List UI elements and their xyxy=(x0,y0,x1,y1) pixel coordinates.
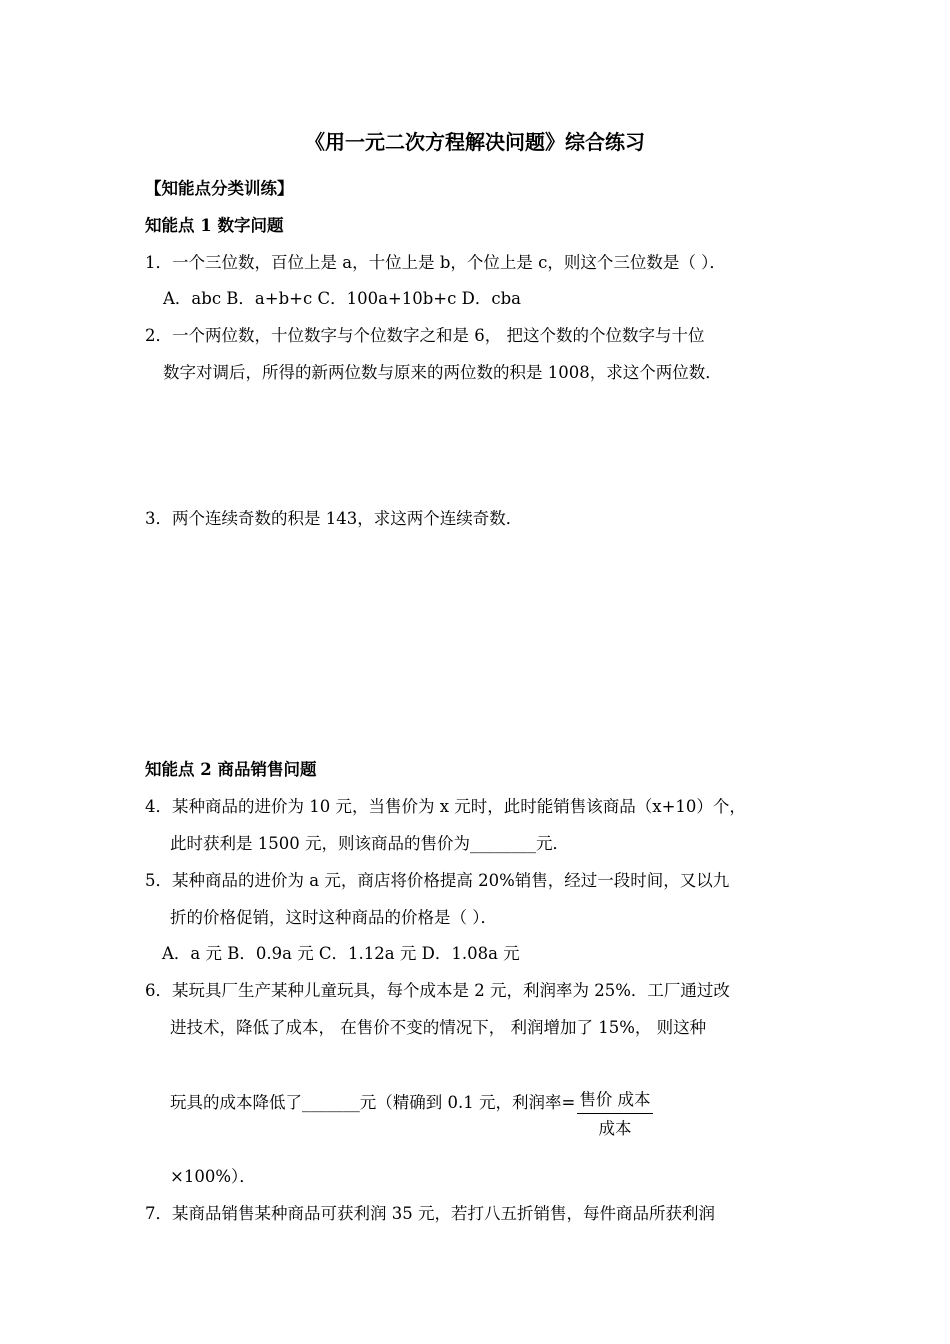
question-2-line-1: 2．一个两位数，十位数字与个位数字之和是 6， 把这个数的个位数字与十位 xyxy=(145,326,705,345)
page-title: 《用一元二次方程解决问题》综合练习 xyxy=(305,130,645,154)
profit-rate-fraction xyxy=(577,1088,652,1141)
fraction-numerator: 售价 成本 xyxy=(577,1088,652,1114)
fraction-denominator: 成本 xyxy=(598,1119,632,1138)
knowledge-point-1-title: 知能点 1 数字问题 xyxy=(145,216,284,235)
question-4-line-2: 此时获利是 1500 元，则该商品的售价为________元． xyxy=(170,834,569,853)
question-5-line-2: 折的价格促销，这时这种商品的价格是（ ）． xyxy=(170,908,497,927)
question-6-line-1: 6．某玩具厂生产某种儿童玩具，每个成本是 2 元，利润率为 25%．工厂通过改 xyxy=(145,981,730,1000)
knowledge-point-2-title: 知能点 2 商品销售问题 xyxy=(145,760,317,779)
question-6-line-2: 进技术，降低了成本， 在售价不变的情况下， 利润增加了 15%， 则这种 xyxy=(170,1018,707,1037)
question-1-options: A．abc B．a+b+c C．100a+10b+c D．cba xyxy=(163,289,521,308)
question-3-text: 3．两个连续奇数的积是 143，求这两个连续奇数． xyxy=(145,509,523,528)
question-2-line-2: 数字对调后，所得的新两位数与原来的两位数的积是 1008，求这个两位数． xyxy=(163,363,722,382)
question-6-line-3-text: 玩具的成本降低了_______元（精确到 0.1 元，利润率= xyxy=(170,1093,576,1112)
question-7-line-1: 7．某商品销售某种商品可获利润 35 元，若打八五折销售，每件商品所获利润 xyxy=(145,1204,715,1223)
question-5-options: A．a 元 B．0.9a 元 C．1.12a 元 D．1.08a 元 xyxy=(162,944,520,963)
question-1-text: 1．一个三位数，百位上是 a，十位上是 b，个位上是 c，则这个三位数是（ ）． xyxy=(145,253,726,272)
question-5-line-1: 5．某种商品的进价为 a 元，商店将价格提高 20%销售，经过一段时间，又以九 xyxy=(145,871,730,890)
question-4-line-1: 4．某种商品的进价为 10 元，当售价为 x 元时，此时能销售该商品（x+10）个， xyxy=(145,797,746,816)
question-6-line-4: ×100%）． xyxy=(170,1167,256,1186)
question-6-line-3 xyxy=(170,1091,653,1141)
section-header: 【知能点分类训练】 xyxy=(145,179,294,198)
